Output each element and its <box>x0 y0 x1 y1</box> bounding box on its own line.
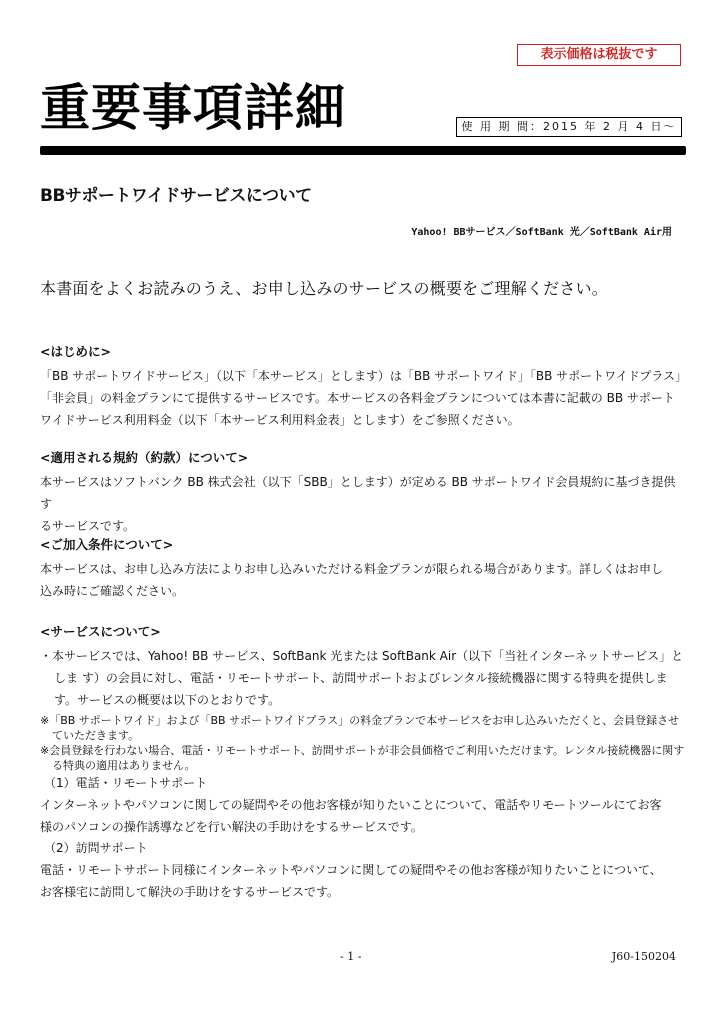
bullet-line: ・本サービスでは、Yahoo! BB サービス、SoftBank 光または SoftBank Air（以下「当社インターネットサービス」と <box>40 649 684 663</box>
applicable-services: Yahoo! BBサービス／SoftBank 光／SoftBank Air用 <box>411 227 672 238</box>
section-line: 電話・リモートサポート同様にインターネットやパソコンに関しての疑問やその他お客様が知りたいことについて、 <box>40 863 662 877</box>
document-code: J60-150204 <box>611 950 676 963</box>
section-heading: <ご加入条件について> <box>40 537 174 552</box>
section-line: 本サービスはソフトバンク BB 株式会社（以下「SBB」とします）が定める BB サポートワイド会員規約に基づき提供す <box>40 475 676 511</box>
section-line: 「非会員」の料金プランにて提供するサービスです。本サービスの各料金プランについては本書に記載の BB サポート <box>40 391 675 405</box>
page-number: - 1 - <box>340 950 362 963</box>
section-heading: <はじめに> <box>40 344 111 359</box>
section-service <box>40 623 686 903</box>
section-line: 様のパソコンの操作誘導などを行い解決の手助けをするサービスです。 <box>40 820 423 834</box>
tax-notice-badge: 表示価格は税抜です <box>517 44 681 66</box>
section-terms <box>40 449 686 537</box>
section-line: インターネットやパソコンに関しての疑問やその他お客様が知りたいことについて、電話やリモートツールにてお客 <box>40 798 662 812</box>
lead-text: 本書面をよくお読みのうえ、お申し込みのサービスの概要をご理解ください。 <box>40 279 608 298</box>
note-line: ※「BB サポートワイド」および「BB サポートワイドプラス」の料金プランで本サービスをお申し込みいただくと、会員登録させていただきます。 <box>40 714 680 742</box>
section-heading: <適用される規約（約款）について> <box>40 450 249 465</box>
service-heading: BBサポートワイドサービスについて <box>40 186 312 206</box>
subsection-heading: （1）電話・リモートサポート <box>44 776 208 790</box>
section-line: ワイドサービス利用料金（以下「本サービス利用料金表」とします）をご参照ください。 <box>40 413 520 427</box>
section-line: るサービスです。 <box>40 519 136 533</box>
bullet-line: す。サービスの概要は以下のとおりです。 <box>54 693 281 707</box>
page-title: 重要事項詳細 <box>40 79 346 137</box>
section-conditions <box>40 536 686 602</box>
section-line: お客様宅に訪問して解決の手助けをするサービスです。 <box>40 885 340 899</box>
note-line: ※会員登録を行わない場合、電話・リモートサポート、訪問サポートが非会員価格でご利用いただけます。レンタル接続機器に関する特典の適用はありません。 <box>40 744 685 772</box>
section-heading: <サービスについて> <box>40 624 161 639</box>
section-line: 本サービスは、お申し込み方法によりお申し込みいただける料金プランが限られる場合があります。詳しくはお申し <box>40 562 664 576</box>
section-line: 込み時にご確認ください。 <box>40 584 185 598</box>
usage-period-box: 使 用 期 間：2015 年 2 月 4 日～ <box>456 117 682 137</box>
subsection-heading: （2）訪問サポート <box>44 841 148 855</box>
section-line: 「BB サポートワイドサービス」（以下「本サービス」とします）は「BB サポートワイド」「BB サポートワイドプラス」 <box>40 369 688 383</box>
title-underline-bar <box>40 146 686 155</box>
bullet-line: しま す）の会員に対し、電話・リモートサポート、訪問サポートおよびレンタル接続機器に関する特典を提供しま <box>54 671 668 685</box>
section-intro <box>40 343 686 431</box>
